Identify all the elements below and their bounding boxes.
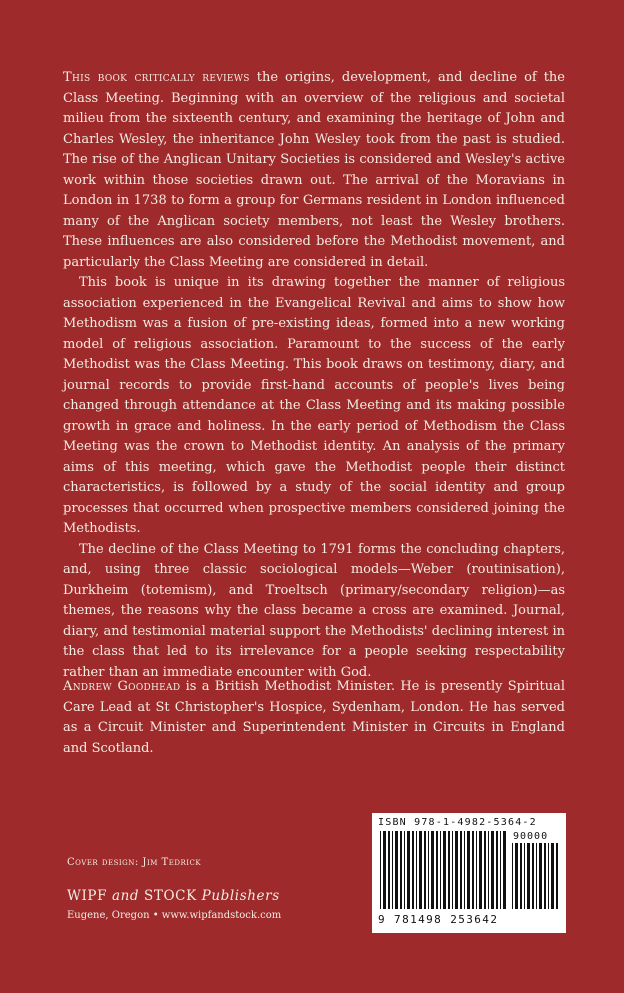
barcode-bar <box>419 831 422 909</box>
author-name: Andrew Goodhead <box>63 679 181 694</box>
price-code: 90000 <box>513 831 549 842</box>
barcode-bar <box>520 843 522 909</box>
barcode-bar <box>404 831 405 909</box>
barcode-bar <box>380 831 381 909</box>
barcode-bar <box>392 831 393 909</box>
barcode-bar <box>424 831 426 909</box>
barcode-bar <box>532 843 534 909</box>
barcode-bar <box>491 831 494 909</box>
blurb <box>63 68 565 683</box>
barcode-bar <box>488 831 489 909</box>
barcode-bar <box>536 843 537 909</box>
barcode-bar <box>440 831 441 909</box>
barcode-bar <box>407 831 410 909</box>
publisher-logo <box>67 888 280 904</box>
barcode-bar <box>436 831 438 909</box>
barcode-bar <box>496 831 498 909</box>
barcode-bar <box>539 843 542 909</box>
barcode-bar <box>452 831 453 909</box>
publisher-location: Eugene, Oregon • www.wipfandstock.com <box>67 910 282 921</box>
barcode-bar <box>479 831 482 909</box>
barcode-bar <box>395 831 398 909</box>
author-bio <box>63 677 565 759</box>
publisher-name-b: STOCK <box>139 888 202 904</box>
barcode-bar <box>467 831 470 909</box>
barcode-bar <box>524 843 525 909</box>
publisher-name-a: WIPF <box>67 888 112 904</box>
barcode-bar <box>484 831 486 909</box>
publisher-name-and: and <box>111 888 140 904</box>
blurb-paragraph-1 <box>63 68 565 273</box>
barcode-bar <box>455 831 458 909</box>
barcode-bar <box>548 843 549 909</box>
barcode-bar <box>503 831 506 909</box>
barcode-bar <box>472 831 474 909</box>
barcode-bar <box>500 831 501 909</box>
barcode-addon-bars <box>512 843 560 909</box>
barcode-bar <box>527 843 530 909</box>
barcode-bar <box>431 831 434 909</box>
barcode-bar <box>416 831 417 909</box>
isbn-barcode <box>372 813 566 933</box>
isbn-text: ISBN 978-1-4982-5364-2 <box>378 817 537 828</box>
blurb-paragraph-3: The decline of the Class Meeting to 1791 forms the concluding chapters, and, using three classic sociological models—Weber (routinisation), Durkheim (totemism), and Troeltsch (primary/secondary religion)—as themes, the reasons why the class became a cross are examined. Journal, diary, and testimonial material support the Methodists' declining interest in the class that led to its irrelevance for a people seeking respectability rather than an immediate encounter with God. <box>63 541 565 680</box>
barcode-bar <box>448 831 450 909</box>
barcode-bar <box>556 843 558 909</box>
blurb-paragraph-1-text: the origins, development, and decline of the Class Meeting. Beginning with an overview of the religious and societal milieu from the sixteenth century, and examining the heritage of John and Charles Wesley, the inheritance John Wesley took from the past is studied. The rise of the Anglican Unitary Societies is considered and Wesley's active work within those societies drawn out. The arrival of the Moravians in London in 1738 to form a group for Germans resident in London influenced many of the Anglican society members, not least the Wesley brothers. These influences are also considered before the Methodist movement, and particularly the Class Meeting are considered in detail. <box>63 70 565 270</box>
barcode-bars <box>380 831 506 909</box>
blurb-lead: This book critically reviews <box>63 70 250 85</box>
barcode-bar <box>428 831 429 909</box>
cover-design-credit: Cover design: Jim Tedrick <box>67 857 202 868</box>
blurb-paragraph-2: This book is unique in its drawing together the manner of religious association experienced in the Evangelical Revival and aims to show how Methodism was a fusion of pre-existing ideas, formed into a new working model of religious association. Paramount to the success of the early Methodist was the Class Meeting. This book draws on testimony, diary, and journal records to provide first-hand accounts of people's lives being changed through attendance at the Class Meeting and its making possible growth in grace and holiness. In the early period of Methodism the Class Meeting was the crown to Methodist identity. An analysis of the primary aims of this meeting, which gave the Methodist people their distinct characteristics, is followed by a study of the social identity and group processes that occurred when prospective members considered joining the Methodists. <box>63 275 565 536</box>
ean-digits: 9 781498 253642 <box>378 913 499 926</box>
barcode-bar <box>476 831 477 909</box>
barcode-bar <box>460 831 462 909</box>
barcode-bar <box>464 831 465 909</box>
barcode-bar <box>544 843 546 909</box>
author-bio-text: is a British Methodist Minister. He is presently Spiritual Care Lead at St Christopher's Hospice, Sydenham, London. He has served as a Circuit Minister and Superintendent Minister in Circuits in England and Scotland. <box>63 679 565 756</box>
barcode-bar <box>512 843 513 909</box>
barcode-bar <box>412 831 414 909</box>
publisher-name-publishers: Publishers <box>201 888 280 904</box>
barcode-bar <box>515 843 518 909</box>
barcode-bar <box>443 831 446 909</box>
barcode-bar <box>551 843 554 909</box>
barcode-bar <box>400 831 402 909</box>
barcode-bar <box>388 831 390 909</box>
barcode-bar <box>383 831 386 909</box>
